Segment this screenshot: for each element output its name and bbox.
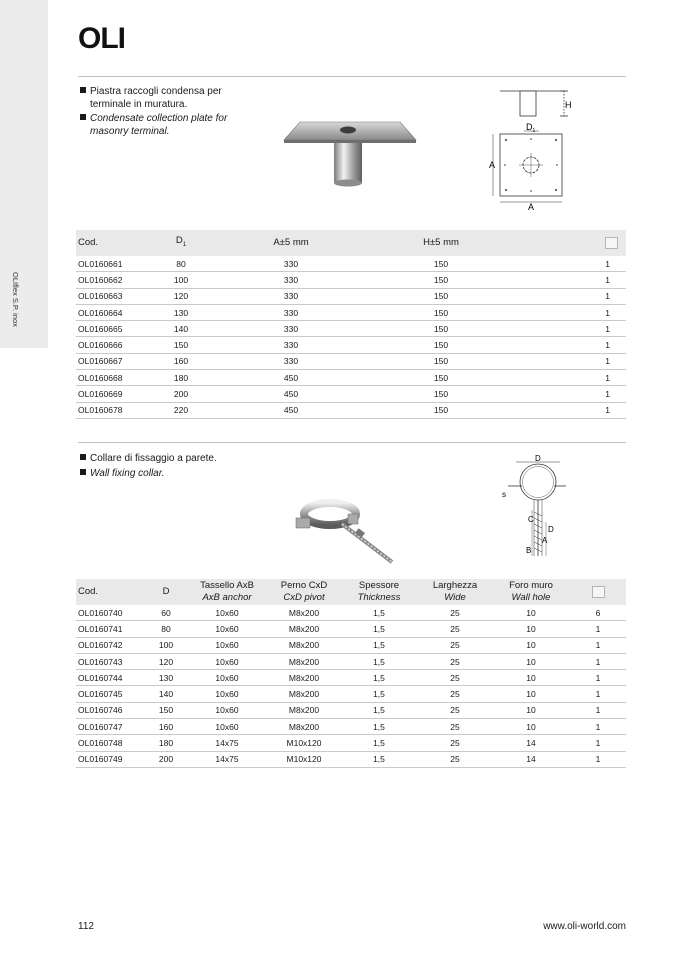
table-row [76, 272, 626, 288]
cell-p: M8x200 [268, 686, 340, 702]
cell-f: 10 [492, 621, 570, 637]
cell-h: 150 [366, 288, 516, 304]
cell-cod: OL0160668 [76, 370, 146, 386]
cell-p: M10x120 [268, 735, 340, 751]
cell-cod: OL0160664 [76, 304, 146, 320]
cell-d: 100 [146, 272, 216, 288]
svg-text:D1 [526, 122, 536, 134]
table-row [76, 670, 626, 686]
package-icon [605, 237, 618, 249]
cell-t: 10x60 [186, 637, 268, 653]
table-row [76, 751, 626, 767]
table-row [76, 353, 626, 369]
cell-q: 1 [570, 637, 626, 653]
cell-p: M8x200 [268, 670, 340, 686]
cell-p: M8x200 [268, 637, 340, 653]
cell-h: 150 [366, 402, 516, 418]
cell-q: 1 [516, 402, 626, 418]
plate-table [76, 230, 626, 419]
col-cod: Cod. [76, 230, 146, 256]
cell-cod: OL0160746 [76, 702, 146, 718]
cell-d: 150 [146, 702, 186, 718]
dim-d1-label: D [526, 122, 533, 132]
table-header [76, 579, 626, 605]
cell-cod: OL0160741 [76, 621, 146, 637]
cell-q: 1 [570, 719, 626, 735]
cell-s: 1,5 [340, 719, 418, 735]
col-pack [570, 579, 626, 605]
cell-h: 150 [366, 370, 516, 386]
footer-url: www.oli-world.com [543, 921, 626, 932]
cell-cod: OL0160665 [76, 321, 146, 337]
package-icon [592, 586, 605, 598]
cell-q: 1 [516, 370, 626, 386]
table-row [76, 686, 626, 702]
collar-table [76, 579, 626, 768]
dim-d-top-label: D [535, 454, 541, 463]
cell-q: 1 [570, 686, 626, 702]
cell-s: 1,5 [340, 702, 418, 718]
cell-s: 1,5 [340, 751, 418, 767]
cell-d: 220 [146, 402, 216, 418]
brand-logo: OLI [78, 22, 125, 55]
cell-q: 1 [516, 321, 626, 337]
section2-desc-en: Wall fixing collar. [80, 467, 164, 480]
cell-a: 330 [216, 288, 366, 304]
cell-d: 200 [146, 386, 216, 402]
cell-d: 100 [146, 637, 186, 653]
table-row [76, 621, 626, 637]
cell-f: 10 [492, 637, 570, 653]
cell-d: 200 [146, 751, 186, 767]
cell-d: 180 [146, 370, 216, 386]
cell-s: 1,5 [340, 637, 418, 653]
cell-t: 14x75 [186, 751, 268, 767]
dim-a-side-label: A [489, 160, 496, 170]
cell-cod: OL0160742 [76, 637, 146, 653]
col-tassello: Tassello AxB AxB anchor [186, 579, 268, 605]
section1-divider [78, 76, 626, 77]
cell-l: 25 [418, 702, 492, 718]
dim-a-bottom-label: A [528, 202, 535, 212]
cell-s: 1,5 [340, 670, 418, 686]
dim-s-label: s [502, 490, 506, 499]
cell-s: 1,5 [340, 605, 418, 621]
wall-collar-image [292, 490, 402, 568]
cell-p: M8x200 [268, 653, 340, 669]
col-cod: Cod. [76, 579, 146, 605]
cell-cod: OL0160745 [76, 686, 146, 702]
col-pack [516, 230, 626, 256]
cell-f: 10 [492, 605, 570, 621]
cell-s: 1,5 [340, 735, 418, 751]
cell-l: 25 [418, 686, 492, 702]
cell-q: 1 [570, 670, 626, 686]
cell-a: 330 [216, 272, 366, 288]
cell-h: 150 [366, 272, 516, 288]
cell-a: 450 [216, 370, 366, 386]
cell-a: 330 [216, 304, 366, 320]
cell-l: 25 [418, 621, 492, 637]
cell-q: 1 [570, 621, 626, 637]
condensate-plate-image [282, 120, 418, 192]
cell-l: 25 [418, 735, 492, 751]
cell-p: M10x120 [268, 751, 340, 767]
cell-f: 10 [492, 670, 570, 686]
cell-l: 25 [418, 670, 492, 686]
cell-cod: OL0160740 [76, 605, 146, 621]
dim-c-label: C [528, 515, 534, 524]
cell-d: 160 [146, 719, 186, 735]
section1-desc-en: Condensate collection plate for masonry terminal. [80, 112, 227, 138]
cell-cod: OL0160678 [76, 402, 146, 418]
table-row [76, 386, 626, 402]
cell-p: M8x200 [268, 621, 340, 637]
table-row [76, 702, 626, 718]
cell-q: 1 [516, 353, 626, 369]
cell-a: 330 [216, 353, 366, 369]
cell-f: 10 [492, 686, 570, 702]
cell-d: 60 [146, 605, 186, 621]
cell-l: 25 [418, 637, 492, 653]
cell-q: 1 [516, 288, 626, 304]
section1-desc-it: Piastra raccogli condensa per terminale in muratura. [80, 85, 222, 111]
cell-cod: OL0160749 [76, 751, 146, 767]
cell-f: 10 [492, 702, 570, 718]
cell-a: 330 [216, 337, 366, 353]
table-row [76, 735, 626, 751]
cell-q: 1 [516, 337, 626, 353]
cell-t: 10x60 [186, 621, 268, 637]
col-foro: Foro muro Wall hole [492, 579, 570, 605]
cell-cod: OL0160743 [76, 653, 146, 669]
cell-h: 150 [366, 304, 516, 320]
page-number: 112 [78, 921, 94, 932]
cell-t: 10x60 [186, 719, 268, 735]
dim-d-mid-label: D [548, 525, 554, 534]
cell-a: 450 [216, 386, 366, 402]
collar-diagram [498, 452, 572, 564]
dim-h-label: H [565, 100, 572, 110]
cell-f: 14 [492, 751, 570, 767]
section2-divider [78, 442, 626, 443]
cell-d: 120 [146, 288, 216, 304]
cell-q: 1 [570, 735, 626, 751]
dim-a-label: A [542, 536, 548, 545]
table-row [76, 256, 626, 272]
cell-t: 10x60 [186, 605, 268, 621]
cell-cod: OL0160661 [76, 256, 146, 272]
cell-h: 150 [366, 386, 516, 402]
cell-l: 25 [418, 605, 492, 621]
table-row [76, 719, 626, 735]
cell-p: M8x200 [268, 702, 340, 718]
cell-l: 25 [418, 653, 492, 669]
col-perno: Perno CxD CxD pivot [268, 579, 340, 605]
cell-cod: OL0160744 [76, 670, 146, 686]
table-row [76, 653, 626, 669]
cell-f: 14 [492, 735, 570, 751]
col-h: H±5 mm [366, 230, 516, 256]
table-row [76, 337, 626, 353]
cell-s: 1,5 [340, 653, 418, 669]
plate-diagram [484, 86, 584, 212]
cell-cod: OL0160667 [76, 353, 146, 369]
side-label: OLIflex S.P. inox [11, 272, 20, 327]
cell-q: 1 [516, 304, 626, 320]
cell-f: 10 [492, 653, 570, 669]
cell-d: 80 [146, 256, 216, 272]
cell-q: 1 [570, 702, 626, 718]
cell-s: 1,5 [340, 686, 418, 702]
dim-d1-sub: 1 [532, 128, 536, 134]
col-larghezza: Larghezza Wide [418, 579, 492, 605]
cell-t: 10x60 [186, 702, 268, 718]
cell-q: 1 [516, 272, 626, 288]
cell-q: 1 [570, 751, 626, 767]
cell-s: 1,5 [340, 621, 418, 637]
cell-p: M8x200 [268, 605, 340, 621]
cell-d: 130 [146, 304, 216, 320]
cell-cod: OL0160669 [76, 386, 146, 402]
cell-q: 1 [570, 653, 626, 669]
cell-d: 120 [146, 653, 186, 669]
col-d1: $D_1$ [146, 230, 216, 256]
cell-p: M8x200 [268, 719, 340, 735]
cell-cod: OL0160747 [76, 719, 146, 735]
cell-d: 140 [146, 686, 186, 702]
cell-t: 10x60 [186, 670, 268, 686]
col-spessore: Spessore Thickness [340, 579, 418, 605]
cell-f: 10 [492, 719, 570, 735]
cell-t: 10x60 [186, 686, 268, 702]
cell-cod: OL0160748 [76, 735, 146, 751]
table-row [76, 304, 626, 320]
table-row [76, 402, 626, 418]
cell-q: 6 [570, 605, 626, 621]
cell-l: 25 [418, 719, 492, 735]
cell-a: 330 [216, 256, 366, 272]
cell-l: 25 [418, 751, 492, 767]
cell-d: 160 [146, 353, 216, 369]
cell-d: 150 [146, 337, 216, 353]
cell-q: 1 [516, 386, 626, 402]
table-row [76, 637, 626, 653]
col-a: A±5 mm [216, 230, 366, 256]
cell-h: 150 [366, 256, 516, 272]
cell-t: 10x60 [186, 653, 268, 669]
cell-h: 150 [366, 321, 516, 337]
cell-cod: OL0160666 [76, 337, 146, 353]
cell-d: 140 [146, 321, 216, 337]
cell-cod: OL0160663 [76, 288, 146, 304]
dim-b-label: B [526, 546, 532, 555]
col-d: D [146, 579, 186, 605]
cell-h: 150 [366, 353, 516, 369]
cell-t: 14x75 [186, 735, 268, 751]
cell-d: 180 [146, 735, 186, 751]
table-row [76, 605, 626, 621]
cell-cod: OL0160662 [76, 272, 146, 288]
cell-a: 450 [216, 402, 366, 418]
table-row [76, 288, 626, 304]
table-header [76, 230, 626, 256]
cell-d: 80 [146, 621, 186, 637]
cell-a: 330 [216, 321, 366, 337]
section2-desc-it: Collare di fissaggio a parete. [80, 452, 217, 465]
cell-h: 150 [366, 337, 516, 353]
table-row [76, 321, 626, 337]
table-row [76, 370, 626, 386]
cell-q: 1 [516, 256, 626, 272]
cell-d: 130 [146, 670, 186, 686]
